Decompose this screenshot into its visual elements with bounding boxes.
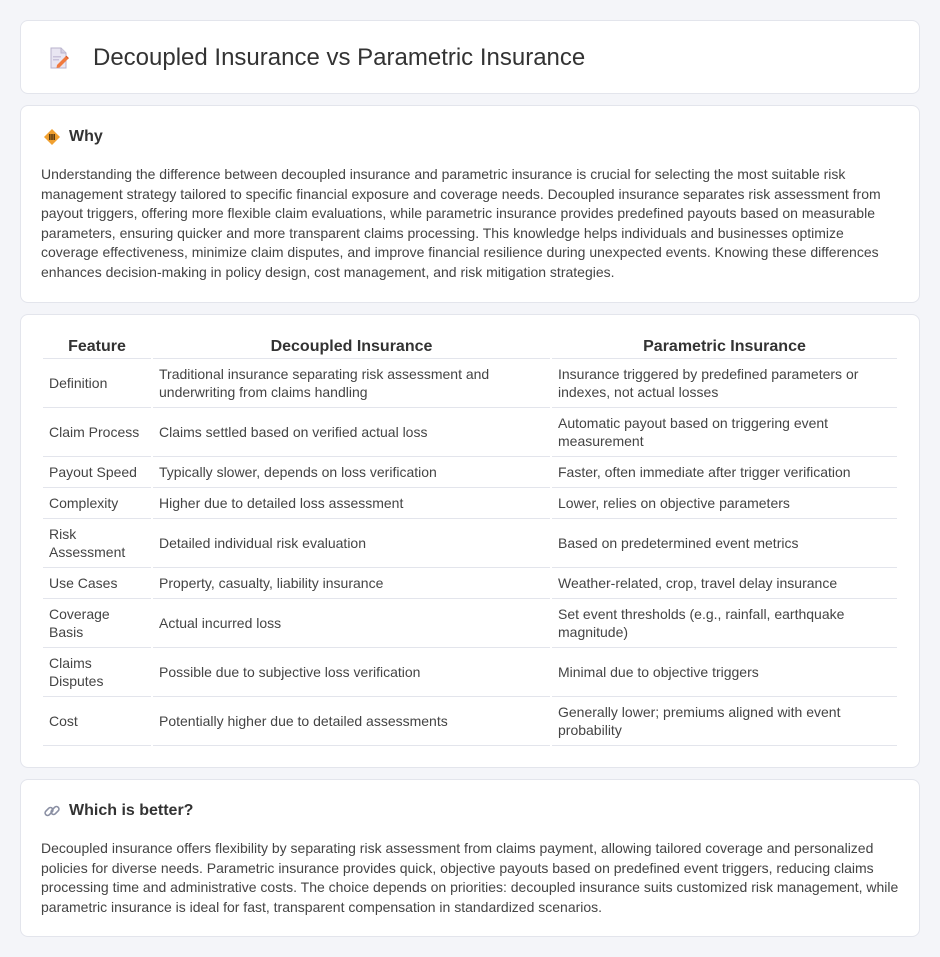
table-row bbox=[43, 568, 897, 599]
column-header-parametric: Parametric Insurance bbox=[552, 335, 897, 359]
column-header-feature: Feature bbox=[43, 335, 151, 359]
table-row bbox=[43, 697, 897, 746]
parametric-cell: Automatic payout based on triggering event measurement bbox=[552, 408, 897, 457]
header-card bbox=[20, 20, 920, 94]
page-title: Decoupled Insurance vs Parametric Insurance bbox=[93, 44, 586, 71]
table-row bbox=[43, 457, 897, 488]
feature-cell: Use Cases bbox=[43, 568, 151, 599]
decoupled-cell: Higher due to detailed loss assessment bbox=[153, 488, 550, 519]
which-is-better-section bbox=[20, 779, 920, 937]
feature-cell: Claims Disputes bbox=[43, 648, 151, 697]
warning-diamond-icon bbox=[43, 128, 61, 146]
parametric-cell: Faster, often immediate after trigger verification bbox=[552, 457, 897, 488]
why-heading bbox=[43, 128, 103, 146]
parametric-cell: Weather-related, crop, travel delay insurance bbox=[552, 568, 897, 599]
better-heading bbox=[43, 802, 193, 820]
parametric-cell: Insurance triggered by predefined parameters or indexes, not actual losses bbox=[552, 359, 897, 408]
parametric-cell: Lower, relies on objective parameters bbox=[552, 488, 897, 519]
table-row bbox=[43, 519, 897, 568]
table-row bbox=[43, 648, 897, 697]
parametric-cell: Generally lower; premiums aligned with event probability bbox=[552, 697, 897, 746]
better-title: Which is better? bbox=[69, 802, 194, 819]
decoupled-cell: Typically slower, depends on loss verification bbox=[153, 457, 550, 488]
feature-cell: Claim Process bbox=[43, 408, 151, 457]
comparison-table-card bbox=[20, 314, 920, 768]
why-text: Understanding the difference between decoupled insurance and parametric insurance is crucial for selecting the most suitable risk management strategy tailored to specific financial exposure and coverage needs. Decoupled insurance separates risk assessment from payout triggers, offering more flexible claim evaluations, while parametric insurance provides predefined payouts based on measurable parameters, ensuring quicker and more transparent claims processing. This knowledge helps individuals and businesses optimize coverage effectiveness, minimize claim disputes, and improve financial resilience during unexpected events. Knowing these differences enhances decision-making in policy design, cost management, and risk mitigation strategies. bbox=[41, 166, 881, 280]
decoupled-cell: Potentially higher due to detailed assessments bbox=[153, 697, 550, 746]
parametric-cell: Minimal due to objective triggers bbox=[552, 648, 897, 697]
feature-cell: Risk Assessment bbox=[43, 519, 151, 568]
table-header-row bbox=[43, 335, 897, 359]
column-header-decoupled: Decoupled Insurance bbox=[153, 335, 550, 359]
feature-cell: Payout Speed bbox=[43, 457, 151, 488]
feature-cell: Coverage Basis bbox=[43, 599, 151, 648]
feature-cell: Cost bbox=[43, 697, 151, 746]
decoupled-cell: Claims settled based on verified actual loss bbox=[153, 408, 550, 457]
table-row bbox=[43, 599, 897, 648]
table-row bbox=[43, 408, 897, 457]
why-title: Why bbox=[69, 128, 103, 145]
decoupled-cell: Actual incurred loss bbox=[153, 599, 550, 648]
link-icon bbox=[43, 802, 61, 820]
why-section bbox=[20, 105, 920, 303]
feature-cell: Complexity bbox=[43, 488, 151, 519]
document-edit-icon bbox=[49, 47, 69, 69]
better-text: Decoupled insurance offers flexibility by separating risk assessment from claims payment, allowing tailored coverage and personalized policies for diverse needs. Parametric insurance provides quick, objective payouts based on predefined event triggers, reducing claims processing time and administrative costs. The choice depends on priorities: decoupled insurance suits customized risk management, while parametric insurance is ideal for fast, transparent compensation in standardized scenarios. bbox=[41, 840, 899, 915]
parametric-cell: Set event thresholds (e.g., rainfall, earthquake magnitude) bbox=[552, 599, 897, 648]
table-row bbox=[43, 359, 897, 408]
parametric-cell: Based on predetermined event metrics bbox=[552, 519, 897, 568]
feature-cell: Definition bbox=[43, 359, 151, 408]
decoupled-cell: Traditional insurance separating risk assessment and underwriting from claims handling bbox=[153, 359, 550, 408]
decoupled-cell: Possible due to subjective loss verification bbox=[153, 648, 550, 697]
decoupled-cell: Property, casualty, liability insurance bbox=[153, 568, 550, 599]
comparison-table bbox=[41, 335, 899, 746]
decoupled-cell: Detailed individual risk evaluation bbox=[153, 519, 550, 568]
table-row bbox=[43, 488, 897, 519]
